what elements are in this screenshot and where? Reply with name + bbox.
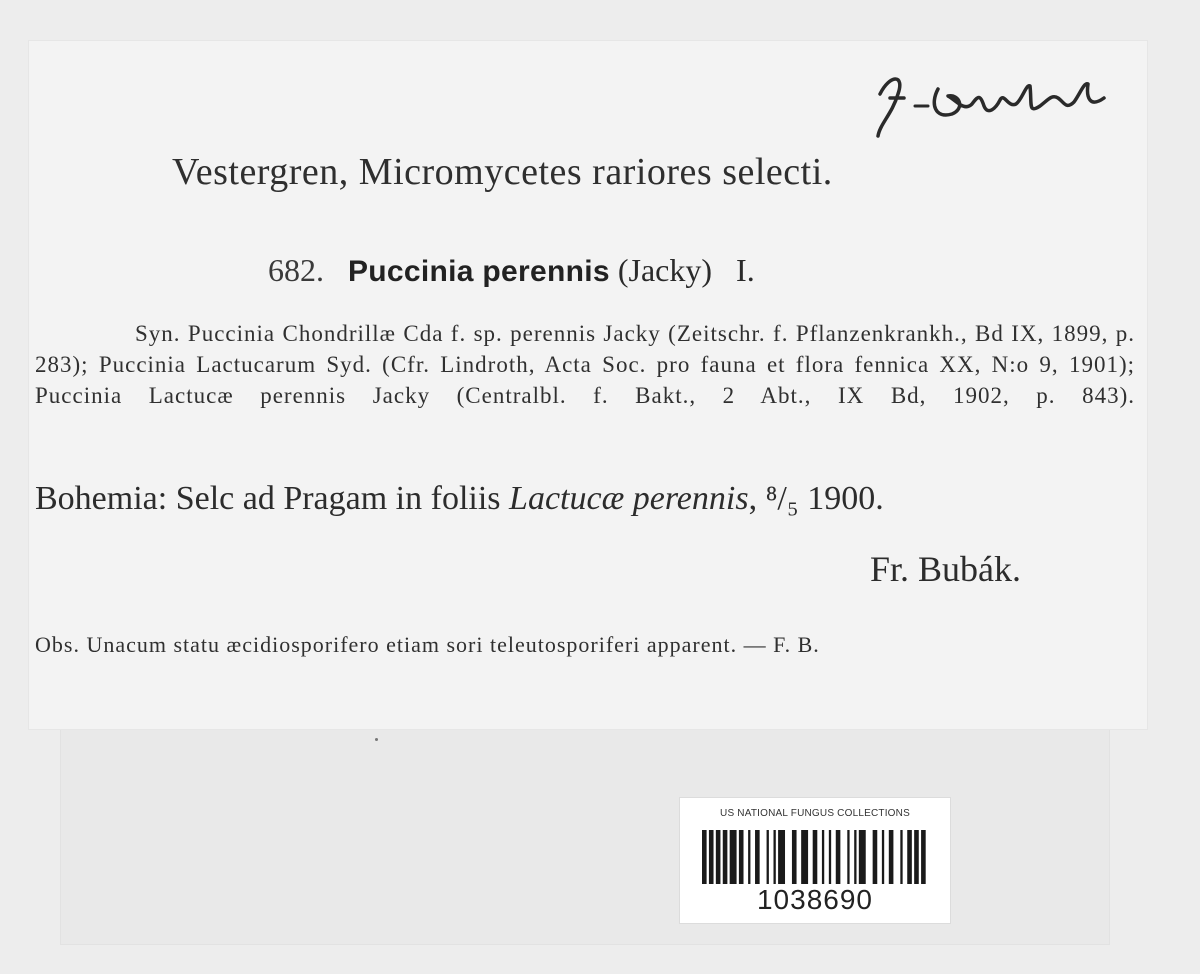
- barcode-bar: [847, 830, 849, 884]
- barcode-bar: [755, 830, 760, 884]
- handwritten-signature: [860, 64, 1120, 144]
- barcode-bar: [822, 830, 824, 884]
- barcode-bar: [778, 830, 785, 884]
- barcode-bars-icon: [702, 830, 928, 884]
- barcode-bar: [914, 830, 919, 884]
- series-title: Vestergren, Micromycetes rariores selecti.: [172, 151, 833, 193]
- barcode-bar: [801, 830, 808, 884]
- barcode-bar: [730, 830, 737, 884]
- spore-stage: I.: [736, 252, 755, 288]
- observation-note: Obs. Unacum statu æcidiosporifero etiam sori teleutosporiferi apparent. — F. B.: [35, 632, 820, 657]
- barcode-bar: [829, 830, 831, 884]
- barcode-bar: [813, 830, 818, 884]
- barcode-bar: [709, 830, 714, 884]
- taxon-authority: (Jacky): [617, 252, 713, 288]
- barcode-bar: [882, 830, 884, 884]
- barcode-number: 1038690: [756, 884, 873, 915]
- barcode-bar: [900, 830, 902, 884]
- specimen-envelope: [60, 700, 1110, 945]
- barcode-bar: [767, 830, 769, 884]
- barcode-bar: [792, 830, 797, 884]
- locality-line: [35, 480, 1135, 518]
- collection-name: US NATIONAL FUNGUS COLLECTIONS: [720, 808, 910, 819]
- barcode-bar: [773, 830, 775, 884]
- collection-date: , ⁸/₅ 1900.: [748, 480, 884, 517]
- signature-scribble-icon: [860, 64, 1120, 144]
- host-name: Lactucæ perennis: [509, 480, 749, 517]
- barcode-bar: [702, 830, 707, 884]
- barcode-bar: [723, 830, 728, 884]
- paper-speck: [375, 738, 378, 741]
- taxon-name: Puccinia perennis: [348, 255, 610, 288]
- exsiccata-heading: [268, 252, 968, 289]
- barcode-bar: [748, 830, 750, 884]
- barcode-label: [680, 798, 950, 923]
- exsiccata-number: 682.: [268, 252, 324, 288]
- barcode-bar: [836, 830, 841, 884]
- collector-name: Fr. Bubák.: [870, 549, 1022, 589]
- barcode-bar: [716, 830, 721, 884]
- barcode-bar: [739, 830, 744, 884]
- barcode-bar: [873, 830, 878, 884]
- locality-text: Bohemia: Selc ad Pragam in foliis: [35, 480, 501, 517]
- barcode-bar: [854, 830, 856, 884]
- barcode-bar: [907, 830, 912, 884]
- barcode-bar: [921, 830, 926, 884]
- synonymy-text: Syn. Puccinia Chondrillæ Cda f. sp. perennis Jacky (Zeitschr. f. Pflanzenkrankh., Bd IX, 1899, p. 283); Puccinia Lactucarum Syd. (Cfr. Lindroth, Acta Soc. pro fauna et flora fennica XX, N:o 9, 1901); Puccinia Lactucæ perennis Jacky (Centralbl. f. Bakt., 2 Abt., IX Bd, 1902, p. 843).: [35, 321, 1135, 408]
- barcode-bar: [859, 830, 866, 884]
- barcode-bar: [889, 830, 894, 884]
- synonymy-block: [35, 318, 1135, 411]
